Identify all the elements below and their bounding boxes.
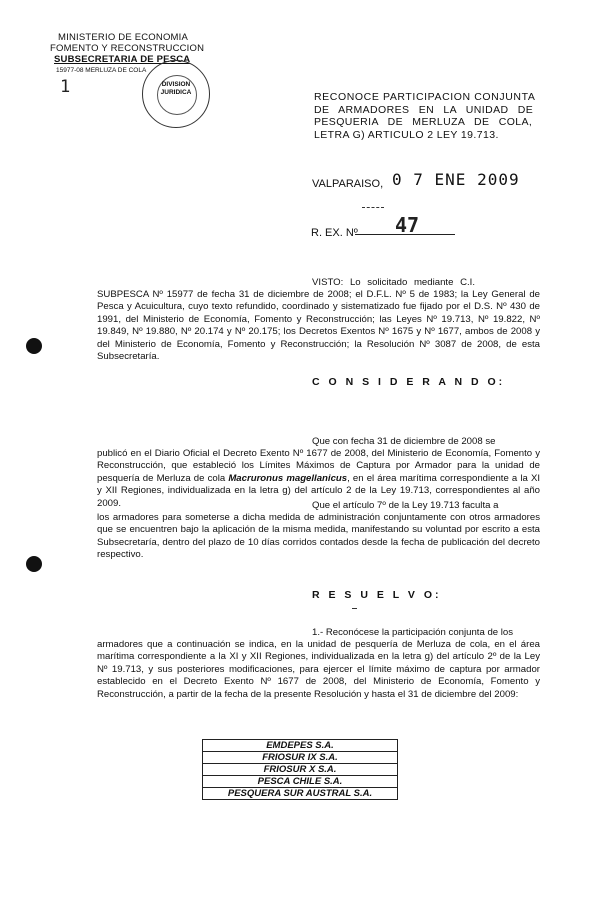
- stamp-line2: JURIDICA: [160, 89, 192, 96]
- ministry-line2: FOMENTO Y RECONSTRUCCION: [50, 43, 205, 54]
- table-row: [203, 776, 398, 788]
- punch-hole-top: [26, 338, 42, 354]
- date-stamp: 0 7 ENE 2009: [392, 170, 520, 189]
- armador-cell: FRIOSUR X S.A.: [203, 764, 398, 776]
- table-row: [203, 788, 398, 800]
- resuelvo-mark: [352, 608, 357, 609]
- resuelvo-heading: R E S U E L V O:: [312, 589, 442, 601]
- resolution-number: 47: [395, 213, 420, 237]
- considerando-p1-text-end: , en el área marítima correspondiente a la XI y XII Regiones, individualizada en la letra g) del artículo 2 de la Ley 19.713, correspondientes al año 2009.: [97, 472, 541, 509]
- armador-cell: PESCA CHILE S.A.: [203, 776, 398, 788]
- visto-body: SUBPESCA Nº 15977 de fecha 31 de diciembre de 2008; el D.F.L. Nº 5 de 1983; la Ley General de Pesca y Acuicultura, cuyo texto refundido, coordinado y sistematizado fue fijado por el D.S. Nº 430 de 1991, del Ministerio de Economía, Fomento y Reconstrucción; las Leyes Nº 19.713, Nº 19.822, Nº 19.849, Nº 19.880, Nº 20.174 y Nº 20.175; los Decretos Exentos Nº 1675 y Nº 1677, ambos de 2008 y del Ministerio de Economía, Fomento y Reconstrucción; la Resolución Nº 3087 de 2008, de esta Subsecretaría.: [97, 289, 540, 363]
- armadores-table: [202, 739, 398, 800]
- resolution-label: R. EX. Nº: [311, 227, 358, 239]
- file-reference: 15977-08 MERLUZA DE COLA: [56, 67, 147, 74]
- considerando-p1-first-line: Que con fecha 31 de diciembre de 2008 se: [312, 436, 496, 447]
- resuelvo-p1-first-line: 1.- Reconócese la participación conjunta de los: [312, 627, 514, 638]
- division-juridica-stamp: [142, 60, 210, 128]
- species-name: Macruronus magellanicus: [228, 472, 348, 484]
- reference-block: [314, 91, 542, 141]
- date-label: VALPARAISO,: [312, 178, 384, 190]
- handwritten-mark: 1: [60, 77, 71, 97]
- punch-hole-bottom: [26, 556, 42, 572]
- visto-first-line: VISTO: Lo solicitado mediante C.I.: [312, 277, 475, 288]
- stamp-line1: DIVISION: [161, 81, 191, 88]
- armador-cell: EMDEPES S.A.: [203, 740, 398, 752]
- resuelvo-p1-body: armadores que a continuación se indica, en la unidad de pesquería de Merluza de cola, en el área marítima correspondiente a la XI y XII Regiones, individualizada en la letra g) del artículo 2º de la Ley Nº 19.713, y sus posteriores modificaciones, para ejercer el límite máximo de captura por armador establecido en el Decreto Exento Nº 1677 de 2008, del Ministerio de Economía, Fomento y Reconstrucción, a partir de la fecha de la presente Resolución y hasta el 31 de diciembre del 2009:: [97, 639, 540, 700]
- subsecretaria-label: SUBSECRETARIA DE PESCA: [54, 54, 191, 65]
- reference-line: DE ARMADORES EN LA UNIDAD DE: [314, 103, 534, 116]
- armador-cell: FRIOSUR IX S.A.: [203, 752, 398, 764]
- table-row: [203, 740, 398, 752]
- reference-line: LETRA G) ARTICULO 2 LEY 19.713.: [314, 128, 499, 141]
- considerando-p2-first-line: Que el artículo 7º de la Ley 19.713 faculta a: [312, 500, 499, 511]
- reference-line: RECONOCE PARTICIPACION CONJUNTA: [314, 91, 536, 103]
- resolution-dash: [362, 207, 384, 208]
- armador-cell: PESQUERA SUR AUSTRAL S.A.: [203, 788, 398, 800]
- considerando-p2-body: los armadores para someterse a dicha medida de administración conjuntamente con otros armadores que se encuentren bajo la aplicación de la misma medida, manifestando su voluntad por escrito a esta Subsecretaría, dentro del plazo de 10 días corridos contados desde la fecha de publicación del decreto respectivo.: [97, 512, 540, 561]
- stamp-text: [143, 81, 209, 97]
- table-row: [203, 764, 398, 776]
- ministry-line1: MINISTERIO DE ECONOMIA: [58, 32, 189, 43]
- table-row: [203, 752, 398, 764]
- reference-line: PESQUERIA DE MERLUZA DE COLA,: [314, 116, 533, 128]
- considerando-p1-text: publicó en el Diario Oficial el Decreto Exento Nº 1677 de 2008, del Ministerio de Economía, Fomento y Reconstrucción, que estableció los Límites Máximos de Captura por Armador para la unidad de pesquería de Merluza de cola: [97, 448, 540, 484]
- considerando-heading: C O N S I D E R A N D O:: [312, 376, 506, 388]
